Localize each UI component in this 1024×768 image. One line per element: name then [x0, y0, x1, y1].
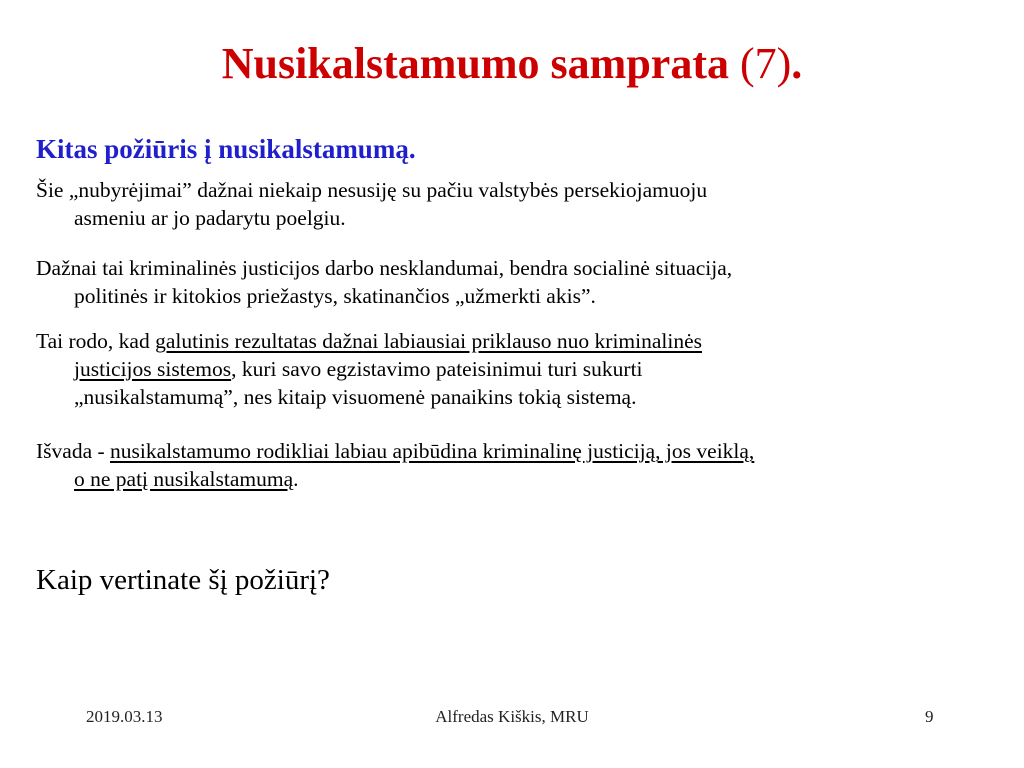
paragraph-4-tail: .	[293, 467, 299, 491]
paragraph-3-underlined-1: galutinis rezultatas dažnai labiausiai priklauso nuo kriminalinės	[155, 329, 703, 353]
paragraph-4	[36, 437, 996, 493]
footer-page-number: 9	[925, 707, 934, 726]
paragraph-2-line-1: Dažnai tai kriminalinės justicijos darbo nesklandumai, bendra socialinė situacija,	[36, 256, 733, 280]
paragraph-3-underlined-2: justicijos sistemos	[74, 357, 232, 381]
paragraph-2-line-2: politinės ir kitokios priežastys, skatinančios „užmerkti akis”.	[74, 284, 596, 308]
paragraph-3-lead: Tai rodo, kad	[36, 329, 156, 353]
question: Kaip vertinate šį požiūrį?	[36, 564, 330, 596]
paragraph-4-underlined-2: o ne patį nusikalstamumą	[74, 467, 294, 491]
slide-title-dot: .	[791, 39, 803, 88]
slide-title	[0, 36, 1024, 92]
paragraph-4-lead: Išvada -	[36, 439, 111, 463]
paragraph-1	[36, 176, 996, 232]
subheading: Kitas požiūris į nusikalstamumą.	[36, 134, 416, 164]
paragraph-3	[36, 327, 996, 411]
footer-author: Alfredas Kiškis, MRU	[435, 707, 589, 726]
paragraph-3-tail: , kuri savo egzistavimo pateisinimui turi sukurti	[231, 357, 643, 381]
footer-date: 2019.03.13	[86, 707, 163, 726]
paragraph-3-line-3: „nusikalstamumą”, nes kitaip visuomenė panaikins tokią sistemą.	[74, 385, 637, 409]
paragraph-2	[36, 254, 996, 310]
paragraph-3-line-1	[36, 327, 996, 355]
paragraph-3-line-2	[36, 355, 996, 383]
paragraph-1-line-1: Šie „nubyrėjimai” dažnai niekaip nesusiję su pačiu valstybės persekiojamuoju	[36, 178, 708, 202]
paragraph-1-line-2: asmeniu ar jo padarytu poelgiu.	[74, 206, 346, 230]
paragraph-4-line-2	[36, 465, 996, 493]
paragraph-4-underlined-1: nusikalstamumo rodikliai labiau apibūdina kriminalinę justiciją, jos veiklą,	[110, 439, 755, 463]
slide-title-number: (7)	[739, 39, 792, 88]
paragraph-4-line-1	[36, 437, 996, 465]
slide-title-main: Nusikalstamumo samprata	[221, 39, 729, 88]
